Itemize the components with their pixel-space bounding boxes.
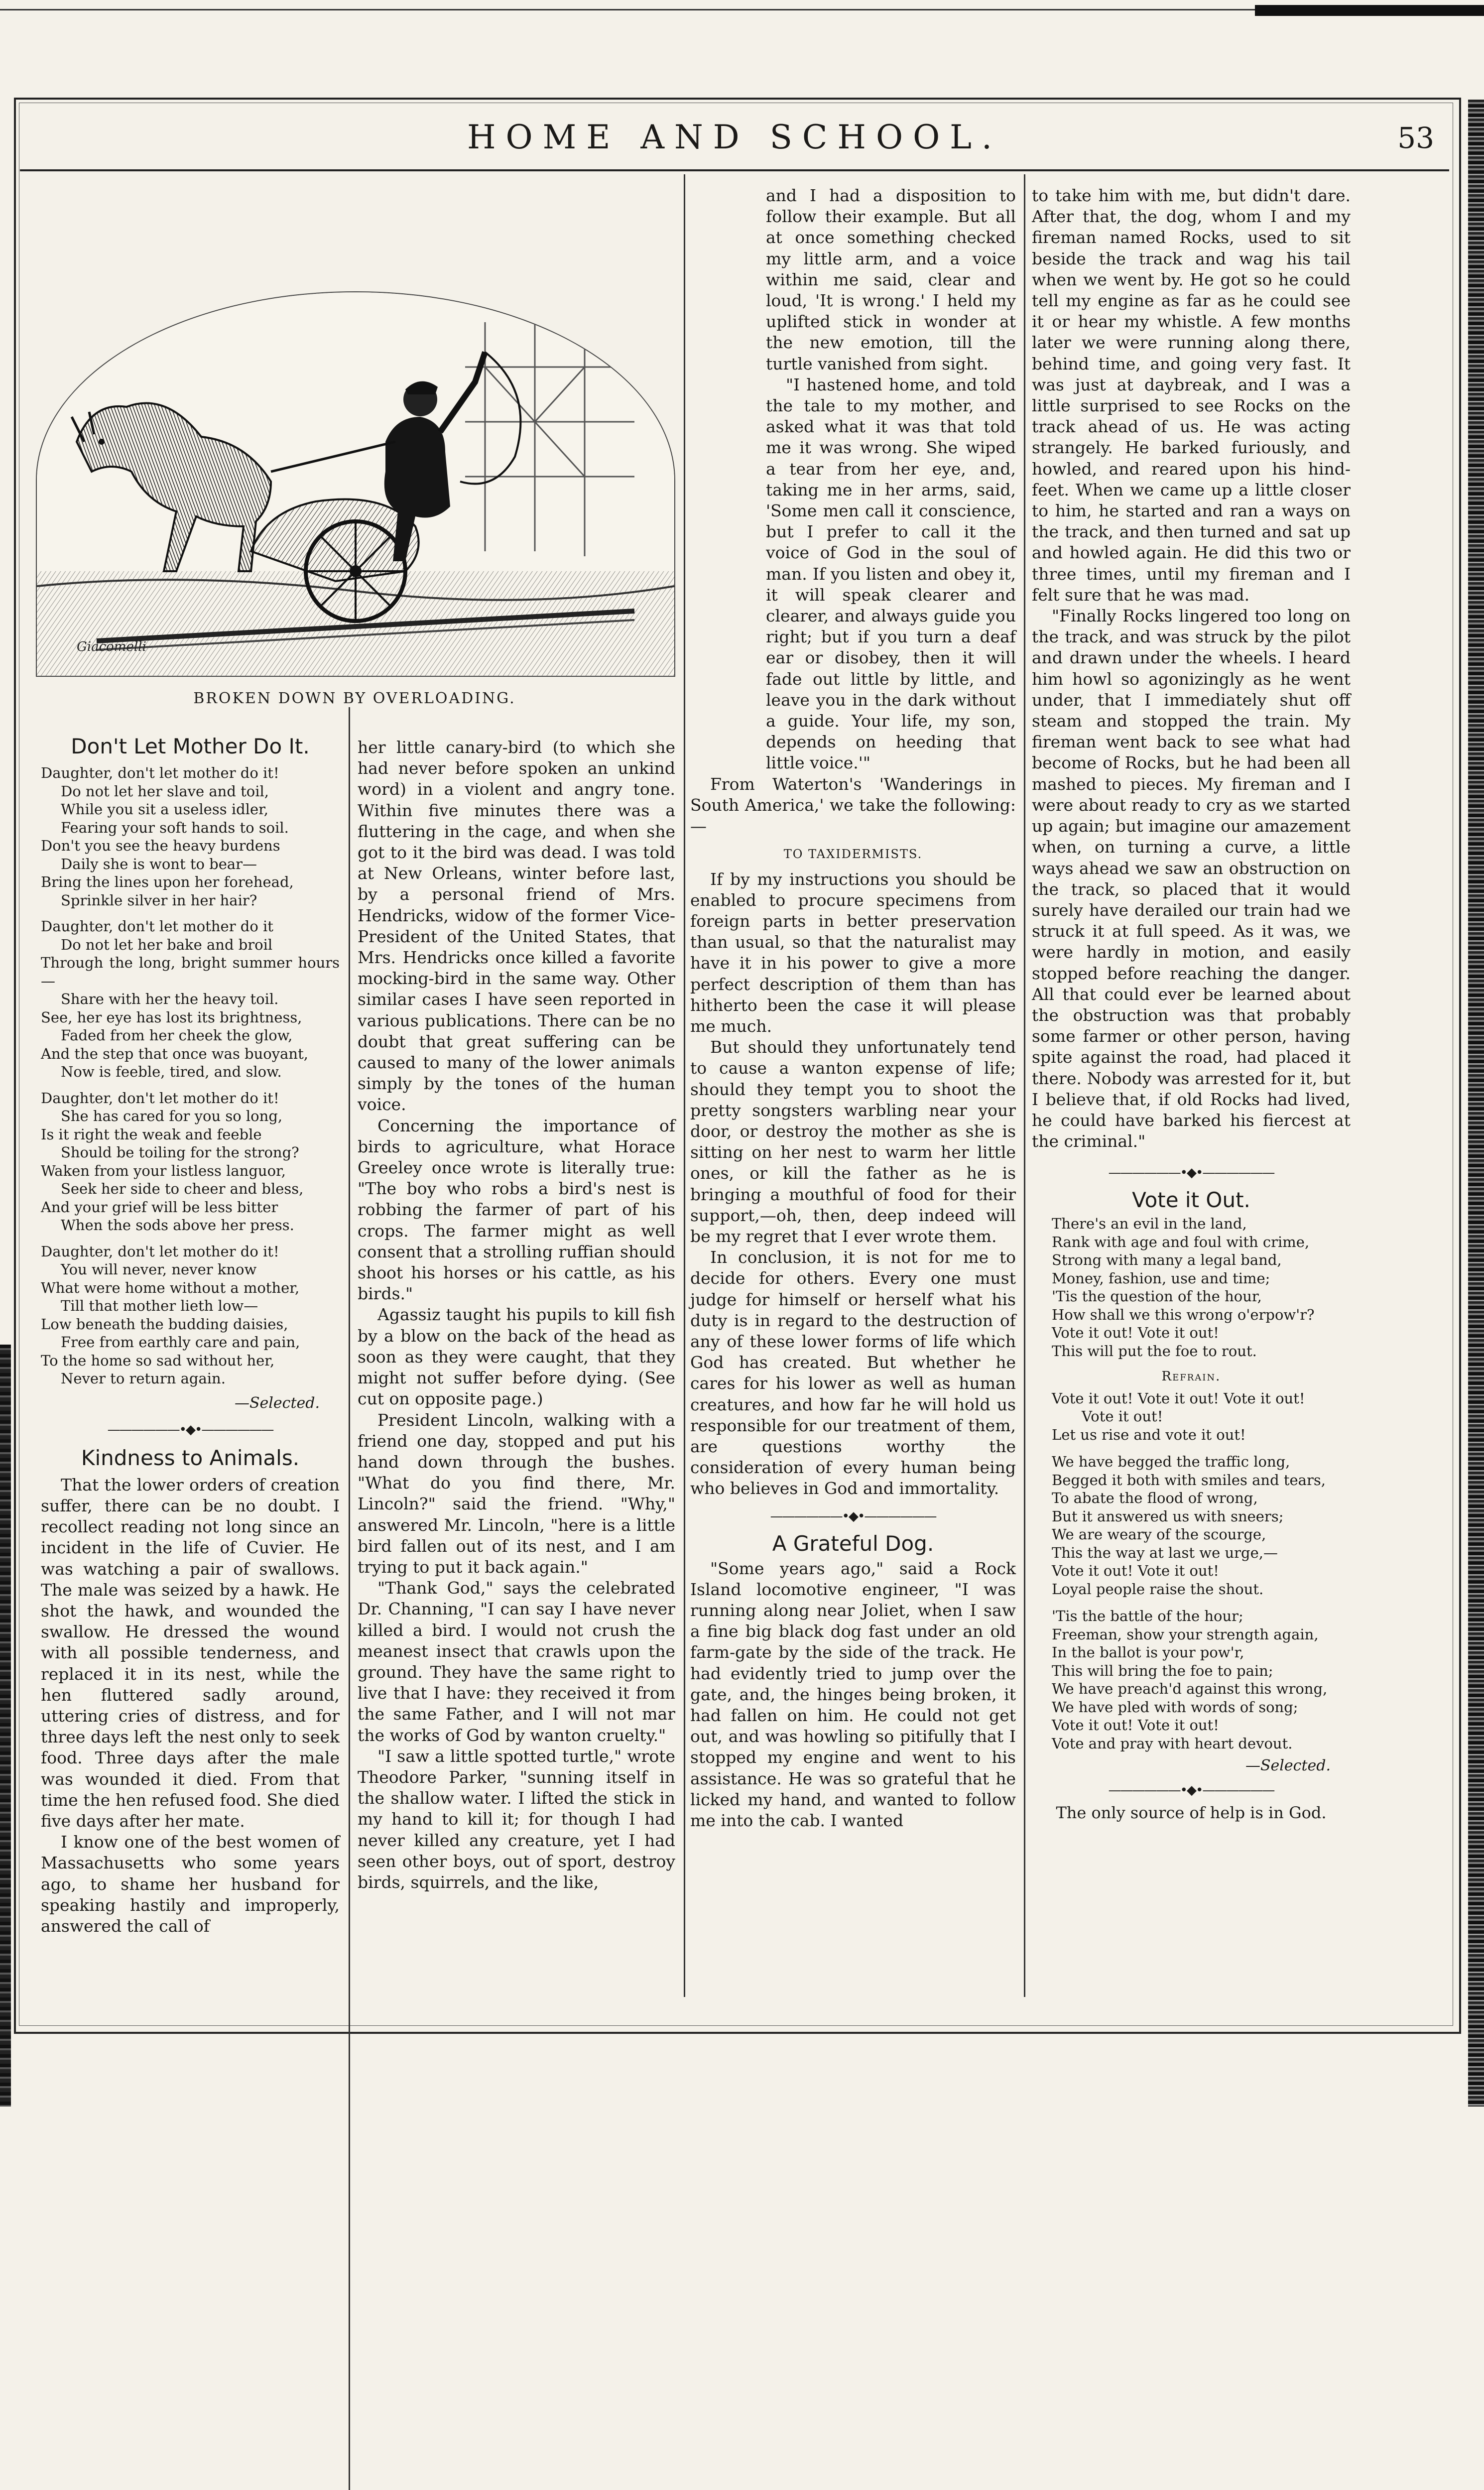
poem-line: Daughter, don't let mother do it	[41, 918, 273, 935]
poem-mother-stanza-3	[41, 1089, 340, 1235]
poem-line: You will never, never know	[61, 1261, 257, 1278]
section-divider: ——————•◆•——————	[107, 1422, 273, 1437]
poem-line: Do not let her slave and toil,	[61, 782, 269, 800]
poem-line: Loyal people raise the shout.	[1052, 1580, 1264, 1598]
kindness-paragraph: her little canary-bird (to which she had never before spoken an unkind word) in a violent and angry tone. Within five minutes there was a fluttering in the cage, and when she got to it the bird was dead. I was told at New Orleans, winter before last, by a personal friend of Mrs. Hendricks, widow of the former Vice-President of the United States, that Mrs. Hendricks once killed a favorite mocking-bird in the same way. Other similar cases I have seen reported in various publications. There can be no doubt that great suffering can be caused to many of the lower animals simply by the tones of the human voice.	[358, 738, 675, 1115]
artist-signature: Giacomelli	[77, 639, 146, 654]
vote-stanza-1	[1052, 1215, 1351, 1360]
dog-paragraph: "Finally Rocks lingered too long on the track, and was struck by the pilot and drawn under the wheels. I heard him howl so agonizingly as he went under, that I immediately shut off steam and stopped the train. My fireman went back to see what had become of Rocks, but he had been all mashed to pieces. My fireman and I were about ready to cry as we started up again; but imagine our amazement when, on turning a curve, a little ways ahead we saw an obstruction on the track, so placed that it would surely have derailed our train had we struck it at full speed. As it was, we were hardly in motion, and easily stopped before reaching the danger. All that could ever be learned about the obstruction was that probably some farmer or other person, having spite against the road, had placed it there. Nobody was arrested for it, but I believe that, if old Rocks had lived, he could have barked his fiercest at the criminal."	[1032, 606, 1351, 1151]
poem-line: How shall we this wrong o'erpow'r?	[1052, 1306, 1315, 1323]
right-page-edge	[1468, 100, 1484, 2107]
taxidermists-heading: TO TAXIDERMISTS.	[783, 847, 923, 862]
poem-line: There's an evil in the land,	[1052, 1215, 1247, 1233]
kindness-paragraph: Concerning the importance of birds to agriculture, what Horace Greeley once wrote is literally true: "The boy who robs a bird's nest is robbing the farmer of part of his crops. The farmer might as well consent that a strolling ruffian should shoot his horses or his cattle, as his birds."	[358, 1116, 675, 1304]
poem-line: We have pled with words of song;	[1052, 1698, 1298, 1716]
kindness-paragraph: "I hastened home, and told the tale to my mother, and asked what it was that told me it was wrong. She wiped a tear from her eye, and, taking me in her arms, said, 'Some men call it conscience, but I prefer to call it the voice of God in the soul of man. If you listen and obey it, it will speak clearer and clearer, and always guide you right; but if you turn a deaf ear or disobey, then it will fade out little by little, and leave you in the dark without a guide. Your life, my son, depends on heeding that little voice.'"	[766, 374, 1016, 773]
top-border	[0, 0, 1484, 45]
poem-line: Vote it out! Vote it out! Vote it out!	[1052, 1389, 1305, 1407]
poem-line: When the sods above her press.	[61, 1217, 294, 1234]
closing-line: The only source of help is in God.	[1056, 1803, 1327, 1823]
poem-line: Through the long, bright summer hours—	[41, 954, 340, 990]
kindness-title: Kindness to Animals.	[81, 1445, 300, 1470]
column-rule-3	[1024, 174, 1025, 1997]
dog-title: A Grateful Dog.	[772, 1531, 934, 1556]
column-4	[1032, 185, 1351, 1823]
poem-mother-stanza-1	[41, 764, 340, 909]
poem-line: Low beneath the budding daisies,	[41, 1315, 288, 1333]
poem-line: And your grief will be less bitter	[41, 1198, 278, 1216]
poem-line: Fearing your soft hands to soil.	[61, 819, 289, 836]
left-page-edge	[0, 1345, 11, 2107]
top-thin-rule	[0, 9, 1255, 10]
column-2	[358, 737, 675, 1893]
poem-line: But it answered us with sneers;	[1052, 1507, 1284, 1525]
taxidermists-paragraph: In conclusion, it is not for me to decide for others. Every one must judge for himself or herself what his duty is in regard to the destruction of any of these lower forms of life which God has created. But whether he cares for his lower as well as human creatures, and how far he will hold us responsible for our treatment of them, are questions worthy the consideration of every human being who believes in God and immortality.	[690, 1247, 1016, 1498]
illustration-caption: BROKEN DOWN BY OVERLOADING.	[193, 690, 516, 707]
column-1	[41, 732, 340, 1937]
poem-line: Money, fashion, use and time;	[1052, 1269, 1270, 1287]
poem-line: We are weary of the scourge,	[1052, 1526, 1266, 1543]
poem-line: What were home without a mother,	[41, 1279, 300, 1296]
poem-line: Faded from her cheek the glow,	[61, 1027, 293, 1044]
dog-paragraph: "Some years ago," said a Rock Island locomotive engineer, "I was running along near Joliet, when I saw a fine big black dog fast under an old farm-gate by the side of the track. He had evidently tried to jump over the gate, and, the hinges being broken, it had fallen on him. He could not get out, and was howling so pitifully that I stopped my engine and went to his assistance. He was so grateful that he licked my hand, and wanted to follow me into the cab. I wanted	[690, 1558, 1016, 1831]
poem-mother-title: Don't Let Mother Do It.	[71, 734, 310, 758]
poem-line: This will put the foe to rout.	[1052, 1342, 1257, 1360]
poem-line: Vote it out! Vote it out!	[1052, 1562, 1219, 1580]
poem-line: Is it right the weak and feeble	[41, 1125, 262, 1143]
illustration-broken-down	[36, 291, 675, 677]
poem-line: Freeman, show your strength again,	[1052, 1625, 1319, 1643]
journal-title: HOME AND SCHOOL.	[467, 118, 1002, 156]
poem-line: She has cared for you so long,	[61, 1108, 283, 1124]
poem-line: Share with her the heavy toil.	[61, 991, 279, 1007]
poem-line: Strong with many a legal band,	[1052, 1251, 1282, 1269]
header-rule	[20, 169, 1449, 171]
column-3	[690, 185, 1016, 1831]
poem-line: We have begged the traffic long,	[1052, 1453, 1290, 1471]
section-divider: ——————•◆•——————	[770, 1508, 936, 1524]
poem-line: Should be toiling for the strong?	[61, 1144, 299, 1161]
dog-paragraph: to take him with me, but didn't dare. After that, the dog, whom I and my fireman named Rocks, used to sit beside the track and wag his tail when we went by. He got so he could tell my engine as far as he could see it or hear my whistle. A few months later we were running along there, behind time, and going very fast. It was just at daybreak, and I was a little surprised to see Rocks on the track ahead of us. He was acting strangely. He barked furiously, and howled, and reared upon his hind-feet. When we came up a little closer to him, he started and ran a ways on the track, and then turned and sat up and howled again. He did this two or three times, until my fireman and I felt sure that he was mad.	[1032, 186, 1351, 605]
page-header	[20, 112, 1449, 167]
poem-line: Bring the lines upon her forehead,	[41, 873, 294, 890]
poem-line: To abate the flood of wrong,	[1052, 1490, 1258, 1507]
poem-line: Do not let her bake and broil	[61, 936, 273, 953]
kindness-paragraph: Agassiz taught his pupils to kill fish by a blow on the back of the head as soon as they were caught, that they might not suffer before dying. (See cut on opposite page.)	[358, 1305, 675, 1409]
kindness-paragraph: That the lower orders of creation suffer, there can be no doubt. I recollect reading not long since an incident in the life of Cuvier. He was watching a pair of swallows. The male was seized by a hawk. He shot the hawk, and wounded the swallow. He dressed the wound with all possible tenderness, and replaced it in its nest, while the hen fluttered sadly around, uttering cries of distress, and for three days left the nest only to seek food. Three days after the male was wounded it died. From that time the hen refused food. She died five days after her mate.	[41, 1475, 340, 1831]
vote-credit: —Selected.	[1245, 1757, 1331, 1775]
poem-line: Daughter, don't let mother do it!	[41, 1089, 279, 1107]
kindness-paragraph: President Lincoln, walking with a friend one day, stopped and put his hand down through the bushes. "What do you find there, Mr. Lincoln?" said the friend. "Why," answered Mr. Lincoln, "here is a little bird fallen out of its nest, and I am trying to put it back again."	[358, 1410, 675, 1577]
poem-mother-stanza-2	[41, 917, 340, 1081]
taxidermists-paragraph: But should they unfortunately tend to cause a wanton expense of life; should they tempt you to shoot the pretty songsters warbling near your door, or destroy the mother as she is sitting on her nest to warm her little ones, or kill the father as he is bringing a mouthful of food for their support,—oh, then, deep indeed will be my regret that I ever wrote them.	[690, 1037, 1016, 1246]
kindness-paragraph: From Waterton's 'Wanderings in South America,' we take the following:—	[690, 774, 1016, 836]
vote-stanza-2	[1052, 1453, 1351, 1598]
section-divider: ——————•◆•——————	[1108, 1165, 1274, 1181]
poem-line: And the step that once was buoyant,	[41, 1045, 308, 1062]
kindness-paragraph: "I saw a little spotted turtle," wrote Theodore Parker, "sunning itself in the shallow water. I lifted the stick in my hand to kill it; for though I had never killed any creature, yet I had seen other boys, out of sport, destroy birds, squirrels, and the like,	[358, 1746, 675, 1892]
vote-title: Vote it Out.	[1132, 1188, 1250, 1213]
refrain-label: Refrain.	[1161, 1369, 1221, 1384]
poem-line: To the home so sad without her,	[41, 1352, 275, 1369]
poem-line: 'Tis the battle of the hour;	[1052, 1608, 1243, 1625]
poem-line: We have preach'd against this wrong,	[1052, 1680, 1328, 1698]
poem-line: Vote and pray with heart devout.	[1052, 1735, 1293, 1752]
poem-line: Now is feeble, tired, and slow.	[61, 1063, 282, 1080]
poem-line: Don't you see the heavy burdens	[41, 837, 280, 854]
poem-line: Till that mother lieth low—	[61, 1297, 258, 1314]
poem-line: 'Tis the question of the hour,	[1052, 1288, 1262, 1305]
poem-line: Vote it out! Vote it out!	[1052, 1717, 1219, 1734]
poem-line: Daughter, don't let mother do it!	[41, 764, 279, 781]
top-thick-rule	[1255, 5, 1484, 16]
poem-line: Vote it out!	[1082, 1408, 1163, 1425]
poem-line: Never to return again.	[61, 1370, 226, 1387]
poem-line: See, her eye has lost its brightness,	[41, 1008, 302, 1026]
kindness-paragraph: "Thank God," says the celebrated Dr. Channing, "I can say I have never killed a bird. I would not crush the meanest insect that crawls upon the ground. They have the same right to live that I have: they received it from the same Father, and I will not mar the works of God by wanton cruelty."	[358, 1578, 675, 1745]
section-divider: ——————•◆•——————	[1108, 1783, 1274, 1798]
poem-line: Seek her side to cheer and bless,	[61, 1180, 304, 1197]
poem-line: In the ballot is your pow'r,	[1052, 1644, 1244, 1661]
poem-line: Free from earthly care and pain,	[61, 1334, 300, 1351]
poem-line: Rank with age and foul with crime,	[1052, 1233, 1310, 1250]
poem-line: Waken from your listless languor,	[41, 1162, 286, 1179]
poem-line: Daughter, don't let mother do it!	[41, 1243, 279, 1260]
taxidermists-paragraph: If by my instructions you should be enabled to procure specimens from foreign parts in better preservation than usual, so that the naturalist may have it in his power to give a more perfect description of them than has hitherto been the case it will please me much.	[690, 869, 1016, 1036]
horse-cart-engraving	[37, 292, 674, 676]
poem-line: Vote it out! Vote it out!	[1052, 1324, 1219, 1342]
page-number: 53	[1397, 121, 1434, 155]
poem-mother-credit: —Selected.	[234, 1394, 320, 1412]
poem-line: Sprinkle silver in her hair?	[61, 891, 257, 909]
column-rule-2	[684, 174, 685, 1997]
poem-line: Begged it both with smiles and tears,	[1052, 1471, 1326, 1489]
poem-line: This will bring the foe to pain;	[1052, 1662, 1273, 1679]
poem-line: While you sit a useless idler,	[61, 801, 269, 818]
column-3-upper	[766, 185, 1016, 374]
kindness-paragraph: and I had a disposition to follow their example. But all at once something checked my little arm, and a voice within me said, clear and loud, 'It is wrong.' I held my uplifted stick in wonder at the new emotion, till the turtle vanished from sight.	[766, 186, 1016, 374]
column-rule-1	[349, 707, 350, 2490]
vote-refrain	[1052, 1389, 1351, 1444]
column-3-upper-2	[766, 374, 1016, 774]
kindness-paragraph: I know one of the best women of Massachusetts who some years ago, to shame her husband for speaking hastily and improperly, answered the call of	[41, 1832, 340, 1936]
poem-mother-stanza-4	[41, 1243, 340, 1388]
poem-line: Daily she is wont to bear—	[61, 855, 257, 872]
vote-stanza-3	[1052, 1607, 1351, 1752]
poem-line: This the way at last we urge,—	[1052, 1544, 1278, 1561]
poem-line: Let us rise and vote it out!	[1052, 1426, 1246, 1443]
